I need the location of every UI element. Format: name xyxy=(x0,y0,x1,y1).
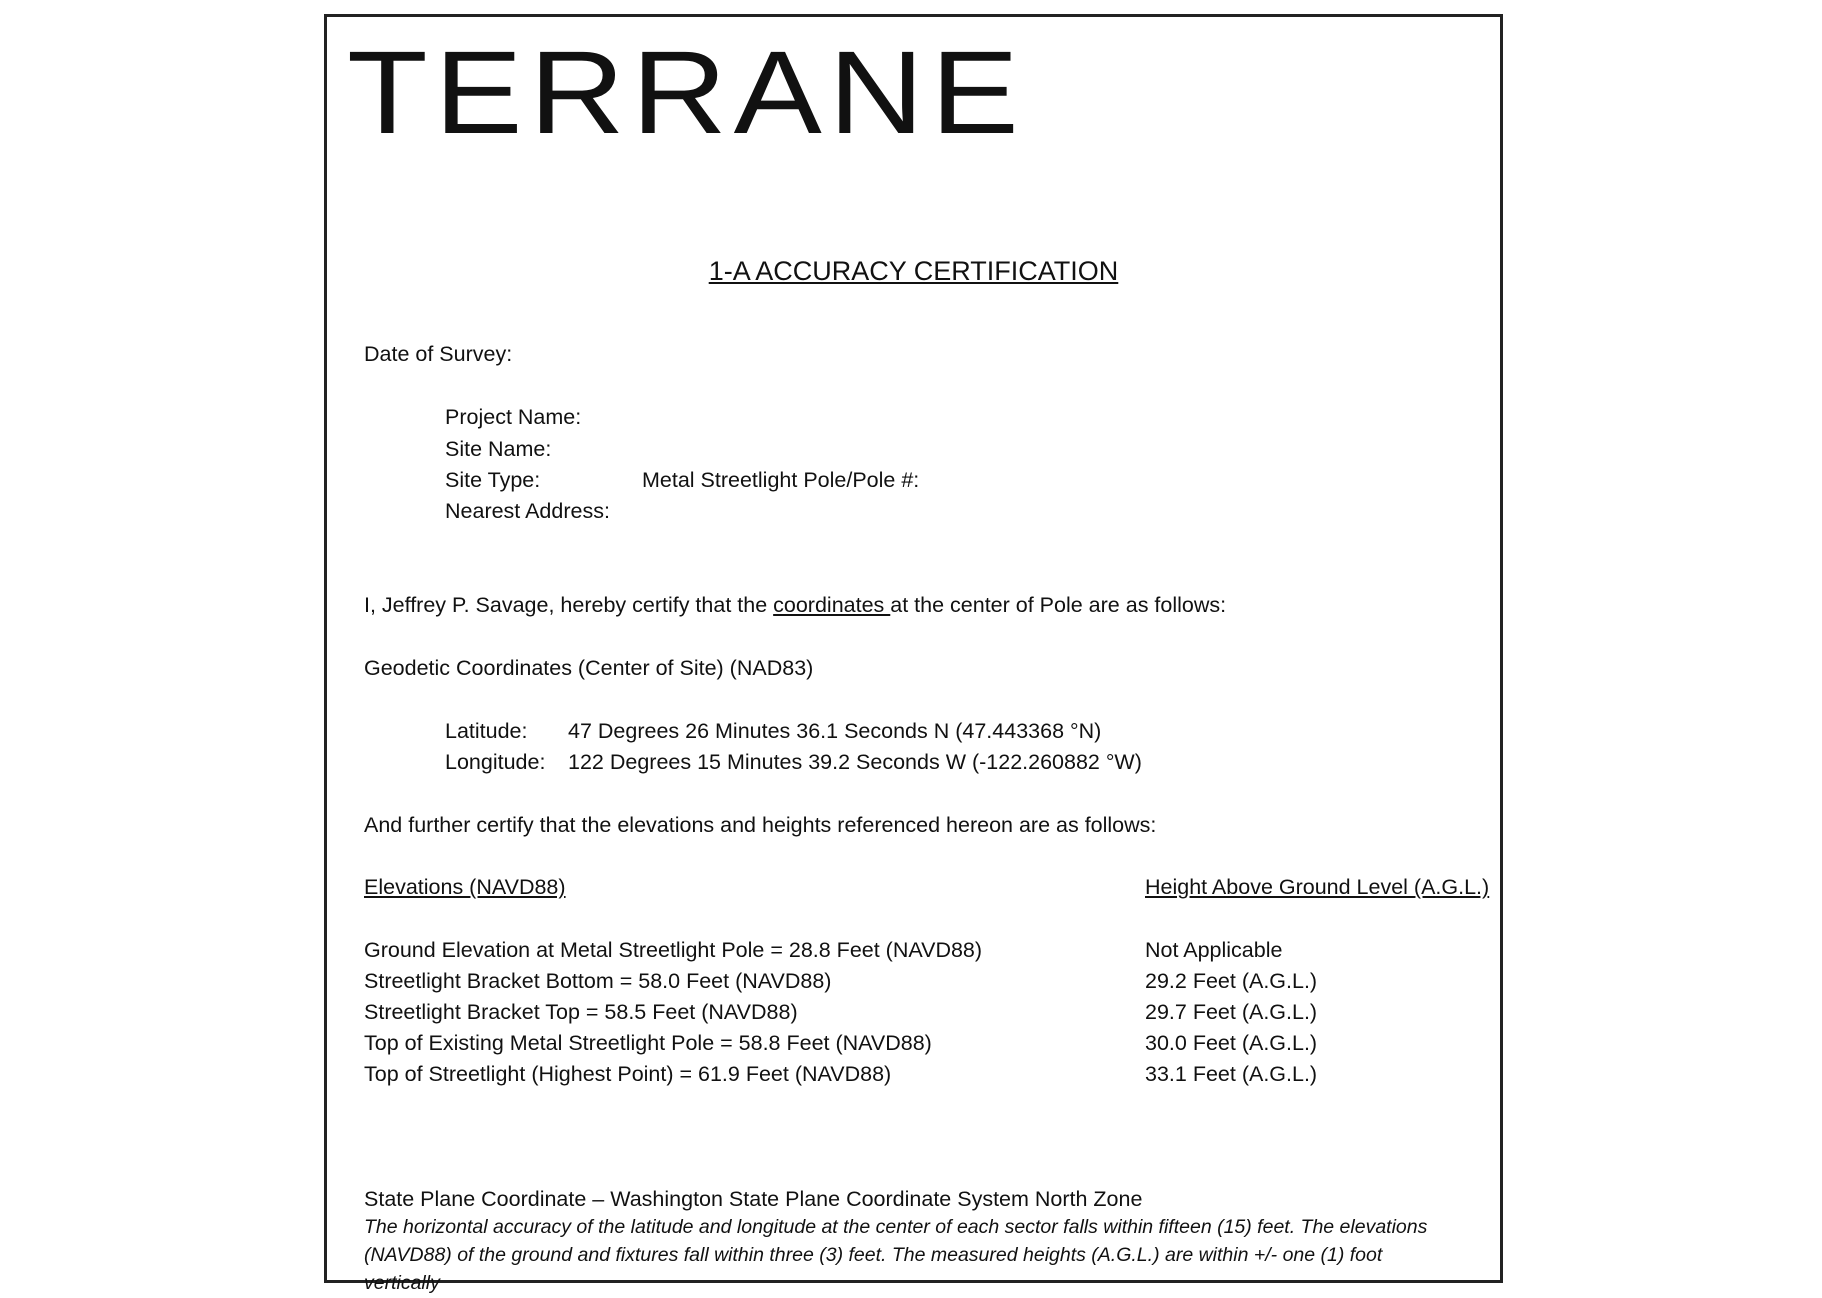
elevation-row: Ground Elevation at Metal Streetlight Pole = 28.8 Feet (NAVD88) xyxy=(364,938,983,962)
accuracy-note-line: vertically xyxy=(364,1272,440,1294)
site-type-value: Metal Streetlight Pole/Pole #: xyxy=(642,468,920,492)
site-name-label: Site Name: xyxy=(445,437,552,461)
project-name-label: Project Name: xyxy=(445,405,582,429)
elevation-row: Streetlight Bracket Top = 58.5 Feet (NAVD88) xyxy=(364,1000,798,1024)
certification-statement: I, Jeffrey P. Savage, hereby certify that the coordinates at the center of Pole are as follows: xyxy=(364,593,1227,617)
elevation-row: Top of Streetlight (Highest Point) = 61.9 Feet (NAVD88) xyxy=(364,1062,892,1086)
nearest-address-label: Nearest Address: xyxy=(445,499,610,523)
longitude-value: 122 Degrees 15 Minutes 39.2 Seconds W (-122.260882 °W) xyxy=(568,750,1142,774)
document-title: 1-A ACCURACY CERTIFICATION xyxy=(708,256,1119,286)
elevations-header: Elevations (NAVD88) xyxy=(364,875,566,899)
height-row: Not Applicable xyxy=(1145,938,1283,962)
state-plane-heading: State Plane Coordinate – Washington State Plane Coordinate System North Zone xyxy=(364,1187,1143,1211)
latitude-value: 47 Degrees 26 Minutes 36.1 Seconds N (47.443368 °N) xyxy=(568,719,1102,743)
height-row: 29.7 Feet (A.G.L.) xyxy=(1145,1000,1318,1024)
geodetic-heading: Geodetic Coordinates (Center of Site) (NAD83) xyxy=(364,656,814,680)
height-row: 29.2 Feet (A.G.L.) xyxy=(1145,969,1318,993)
latitude-label: Latitude: xyxy=(445,719,528,743)
elevation-row: Streetlight Bracket Bottom = 58.0 Feet (NAVD88) xyxy=(364,969,832,993)
accuracy-note-line: The horizontal accuracy of the latitude and longitude at the center of each sector falls within fifteen (15) feet. The elevations xyxy=(364,1216,1428,1238)
height-row: 30.0 Feet (A.G.L.) xyxy=(1145,1031,1318,1055)
company-logo: TERRANE xyxy=(347,27,1026,159)
further-certify-statement: And further certify that the elevations and heights referenced hereon are as follows: xyxy=(364,813,1157,837)
accuracy-note-line: (NAVD88) of the ground and fixtures fall within three (3) feet. The measured heights (A.G.L.) are within +/- one (1) foot xyxy=(364,1244,1383,1266)
elevation-row: Top of Existing Metal Streetlight Pole = 58.8 Feet (NAVD88) xyxy=(364,1031,932,1055)
date-of-survey-label: Date of Survey: xyxy=(364,342,513,366)
heights-header: Height Above Ground Level (A.G.L.) xyxy=(1145,875,1490,899)
longitude-label: Longitude: xyxy=(445,750,546,774)
height-row: 33.1 Feet (A.G.L.) xyxy=(1145,1062,1318,1086)
document-page xyxy=(324,14,1503,1294)
site-type-label: Site Type: xyxy=(445,468,541,492)
